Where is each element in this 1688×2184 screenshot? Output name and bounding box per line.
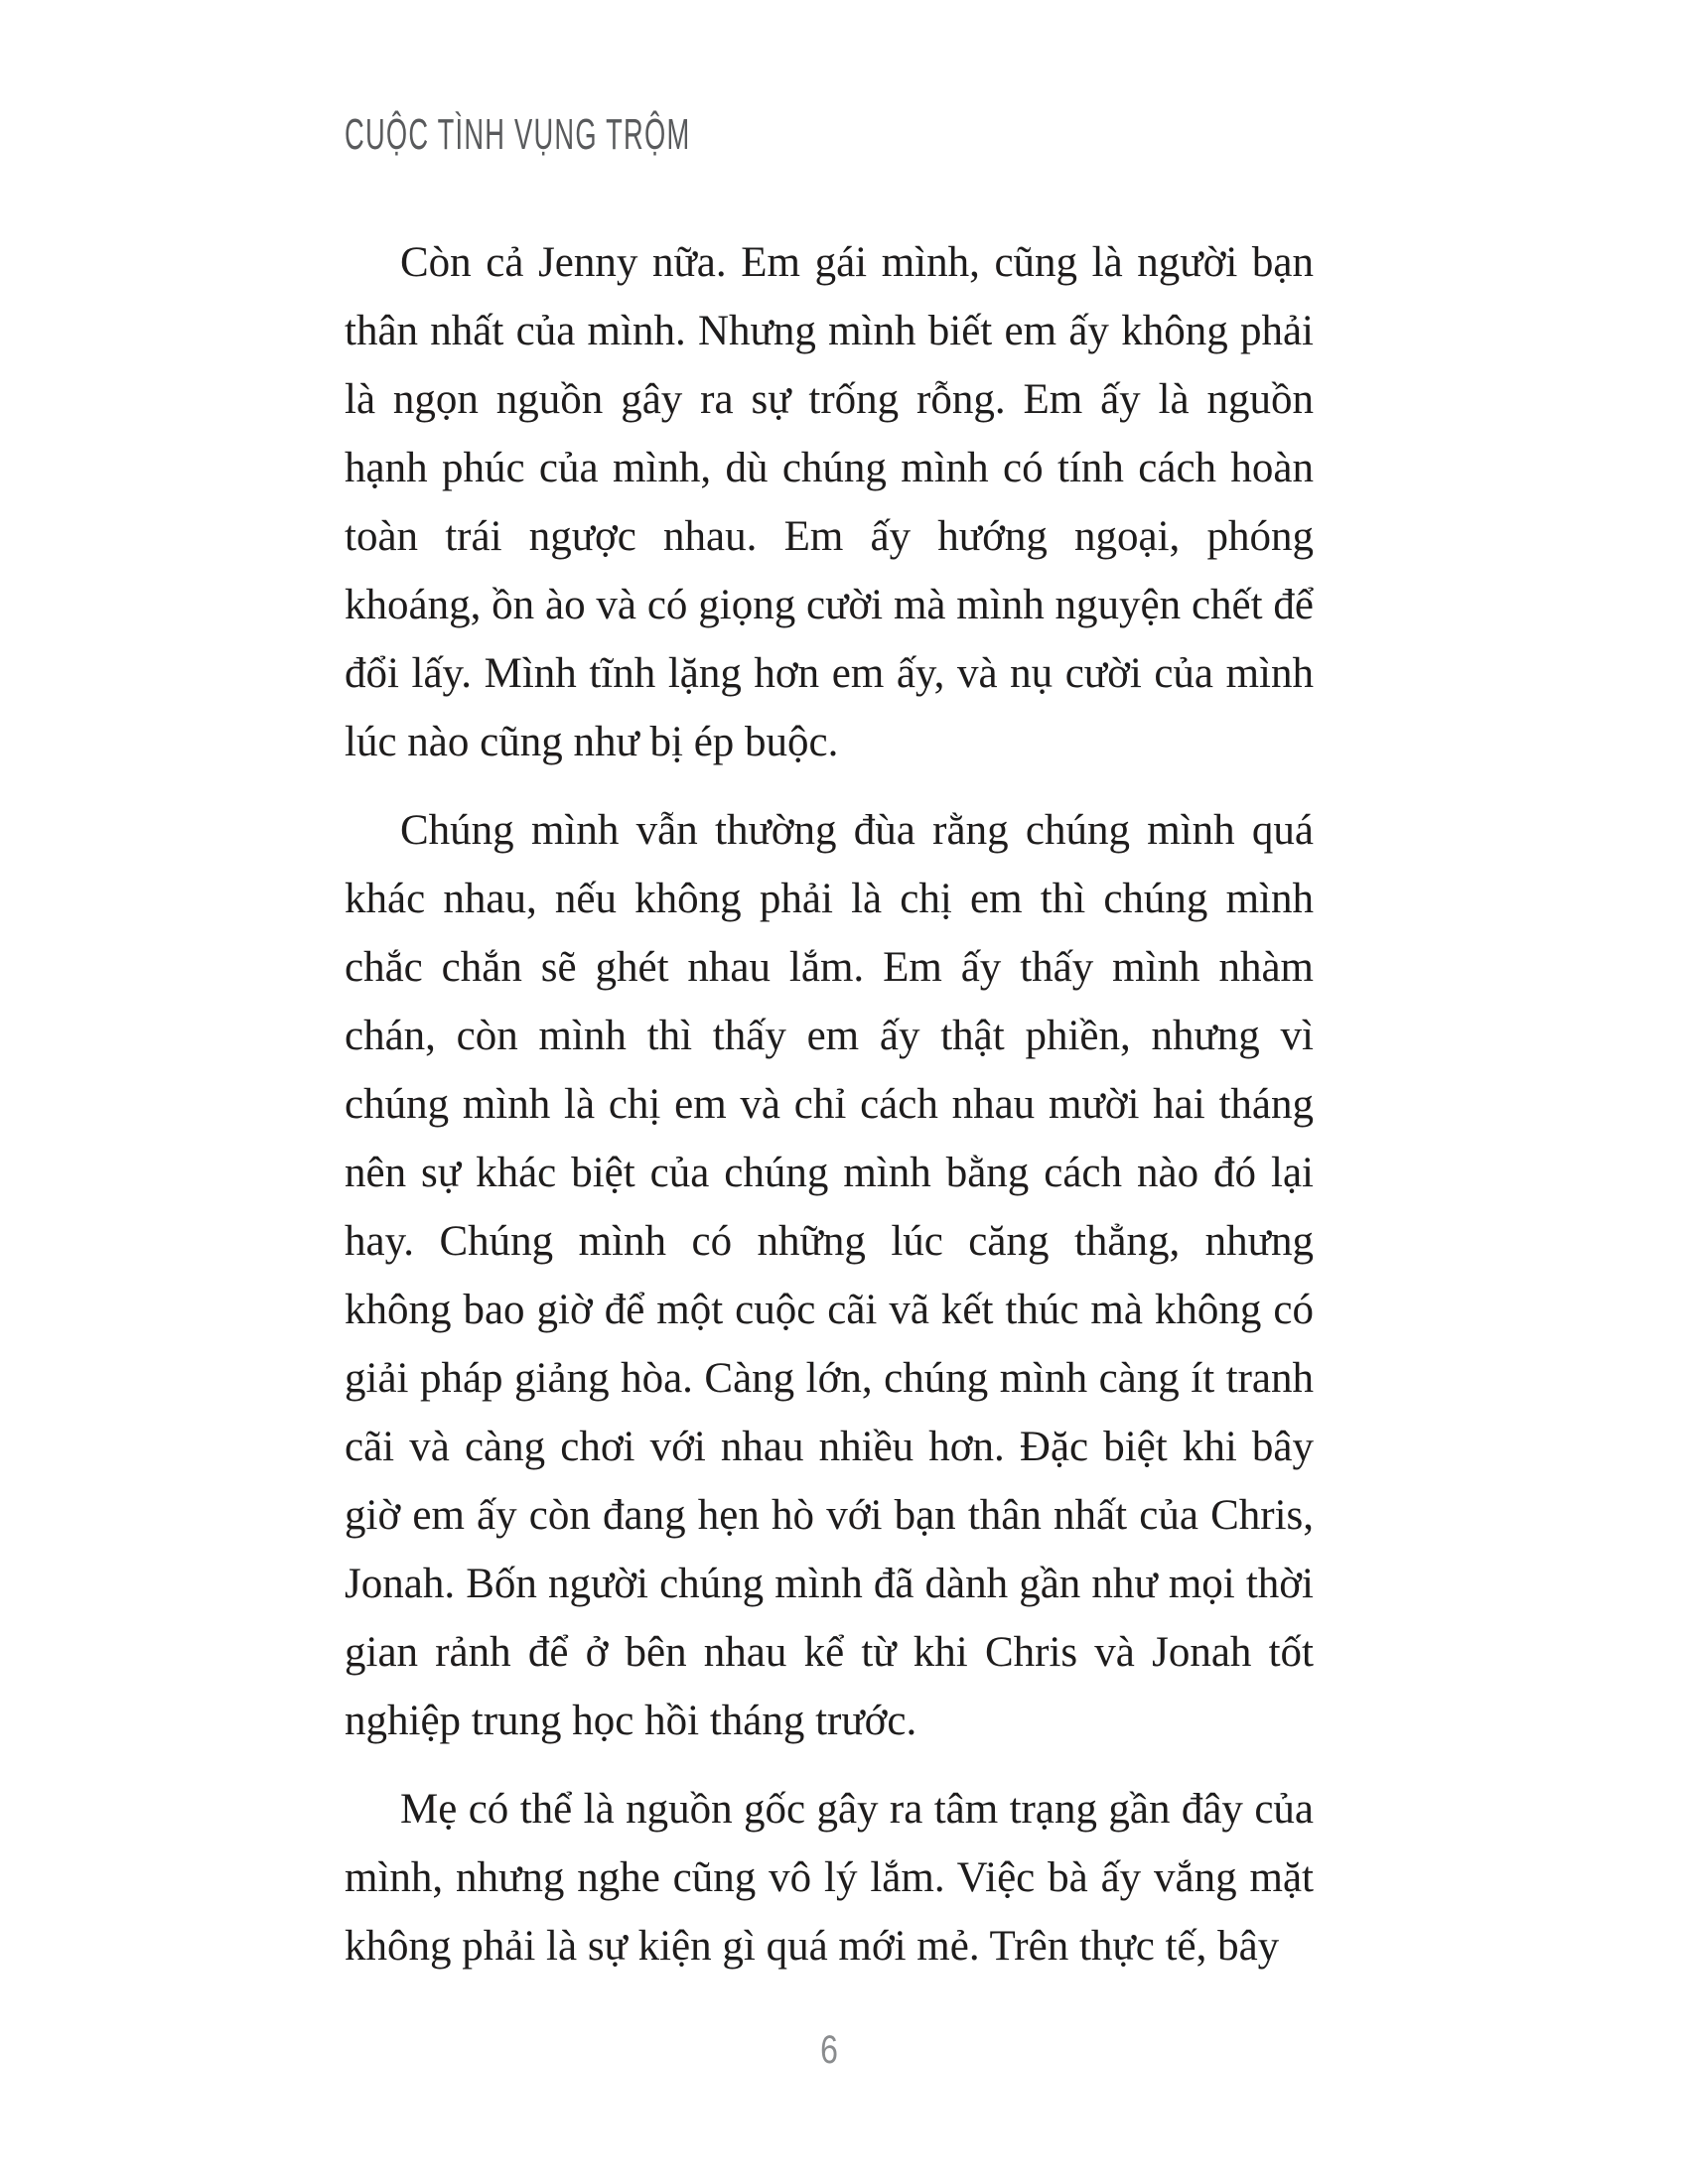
- paragraph: Còn cả Jenny nữa. Em gái mình, cũng là người bạn thân nhất của mình. Nhưng mình biết em ấy không phải là ngọn nguồn gây ra sự trống rỗng. Em ấy là nguồn hạnh phúc của mình, dù chúng mình có tính cách hoàn toàn trái ngược nhau. Em ấy hướng ngoại, phóng khoáng, ồn ào và có giọng cười mà mình nguyện chết để đổi lấy. Mình tĩnh lặng hơn em ấy, và nụ cười của mình lúc nào cũng như bị ép buộc.: [345, 239, 1314, 765]
- paragraph: Mẹ có thể là nguồn gốc gây ra tâm trạng gần đây của mình, nhưng nghe cũng vô lý lắm. Việc bà ấy vắng mặt không phải là sự kiện gì quá mới mẻ. Trên thực tế, bây: [345, 1786, 1314, 1970]
- page-number: 6: [820, 2028, 838, 2072]
- paragraph: Chúng mình vẫn thường đùa rằng chúng mình quá khác nhau, nếu không phải là chị em thì chúng mình chắc chắn sẽ ghét nhau lắm. Em ấy thấy mình nhàm chán, còn mình thì thấy em ấy thật phiền, nhưng vì chúng mình là chị em và chỉ cách nhau mười hai tháng nên sự khác biệt của chúng mình bằng cách nào đó lại hay. Chúng mình có những lúc căng thẳng, nhưng không bao giờ để một cuộc cãi vã kết thúc mà không có giải pháp giảng hòa. Càng lớn, chúng mình càng ít tranh cãi và càng chơi với nhau nhiều hơn. Đặc biệt khi bây giờ em ấy còn đang hẹn hò với bạn thân nhất của Chris, Jonah. Bốn người chúng mình đã dành gần như mọi thời gian rảnh để ở bên nhau kể từ khi Chris và Jonah tốt nghiệp trung học hồi tháng trước.: [345, 807, 1314, 1744]
- running-header: CUỘC TÌNH VỤNG TRỘM: [345, 110, 691, 159]
- body-text: [345, 228, 1314, 2000]
